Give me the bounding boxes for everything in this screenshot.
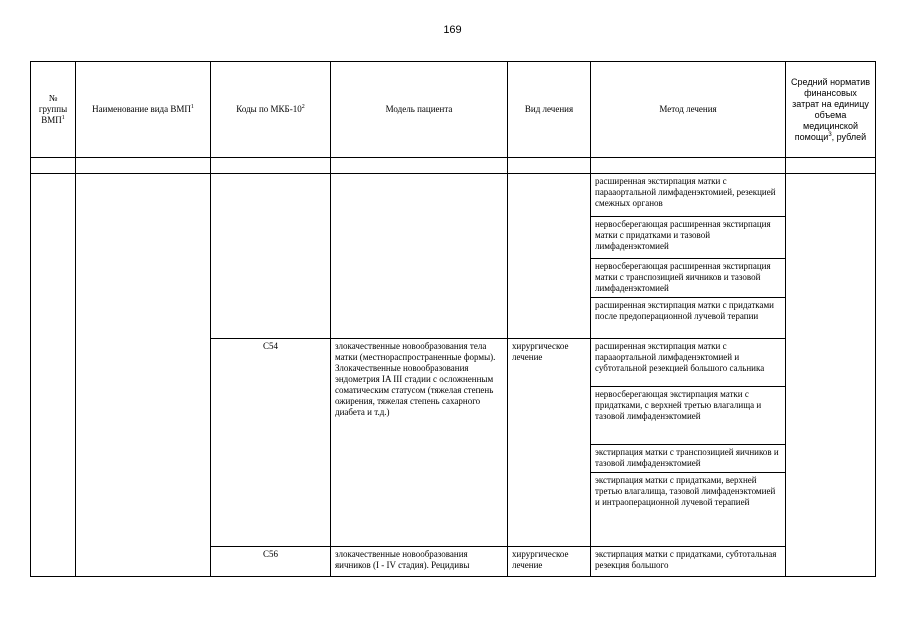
vmp-name-cell bbox=[76, 174, 211, 577]
header-vmp-name: Наименование вида ВМП$^1$ bbox=[76, 62, 211, 158]
method-cell: нервосберегающая расширенная экстирпация матки с придатками и тазовой лимфаденэктомией bbox=[591, 217, 786, 259]
treatment-type-cell: хирургическое лечение bbox=[508, 547, 591, 577]
header-patient-model: Модель пациента bbox=[331, 62, 508, 158]
page-number: 169 bbox=[443, 24, 462, 36]
header-icd-codes: Коды по МКБ-$10^2$ bbox=[211, 62, 331, 158]
cost-norm-cell bbox=[786, 174, 876, 577]
method-cell: экстирпация матки с придатками, субтотальная резекция большого bbox=[591, 547, 786, 577]
header-treatment-method: Метод лечения bbox=[591, 62, 786, 158]
header-group-number: № группы ВМП$^1$ bbox=[31, 62, 76, 158]
method-cell: экстирпация матки с придатками, верхней третью влагалища, тазовой лимфаденэктомией и интраоперационной лучевой терапией bbox=[591, 473, 786, 547]
treatment-type-cell: хирургическое лечение bbox=[508, 339, 591, 547]
vmp-table bbox=[30, 61, 876, 577]
icd-code-cell: С54 bbox=[211, 339, 331, 547]
method-cell: расширенная экстирпация матки с парааортальной лимфаденэктомией и субтотальной резекцией большого сальника bbox=[591, 339, 786, 387]
icd-code-cell bbox=[211, 174, 331, 339]
header-treatment-type: Вид лечения bbox=[508, 62, 591, 158]
icd-code-cell: С56 bbox=[211, 547, 331, 577]
method-cell: экстирпация матки с транспозицией яичников и тазовой лимфаденэктомией bbox=[591, 445, 786, 473]
treatment-type-cell bbox=[508, 174, 591, 339]
header-row bbox=[31, 62, 876, 158]
method-cell: расширенная экстирпация матки с парааортальной лимфаденэктомией, резекцией смежных органов bbox=[591, 174, 786, 217]
method-cell: расширенная экстирпация матки с придатками после предоперационной лучевой терапии bbox=[591, 298, 786, 339]
table-row bbox=[31, 174, 876, 217]
patient-model-cell bbox=[331, 174, 508, 339]
method-cell: нервосберегающая экстирпация матки с придатками, с верхней третью влагалища и тазовой лимфаденэктомией bbox=[591, 387, 786, 445]
header-cost-norm: Средний норматив финансовых затрат на единицу объема медицинской помощи$^3$, рублей bbox=[786, 62, 876, 158]
method-cell: нервосберегающая расширенная экстирпация матки с транспозицией яичников и тазовой лимфаденэктомией bbox=[591, 259, 786, 298]
patient-model-cell: злокачественные новообразования тела матки (местнораспространенные формы). Злокачественные новообразования эндометрия IA III стадии с осложненным соматическим статусом (тяжелая степень ожирения, тяжелая степень сахарного диабета и т.д.) bbox=[331, 339, 508, 547]
spacer-row bbox=[31, 158, 876, 174]
group-number-cell bbox=[31, 174, 76, 577]
patient-model-cell: злокачественные новообразования яичников (I - IV стадия). Рецидивы bbox=[331, 547, 508, 577]
